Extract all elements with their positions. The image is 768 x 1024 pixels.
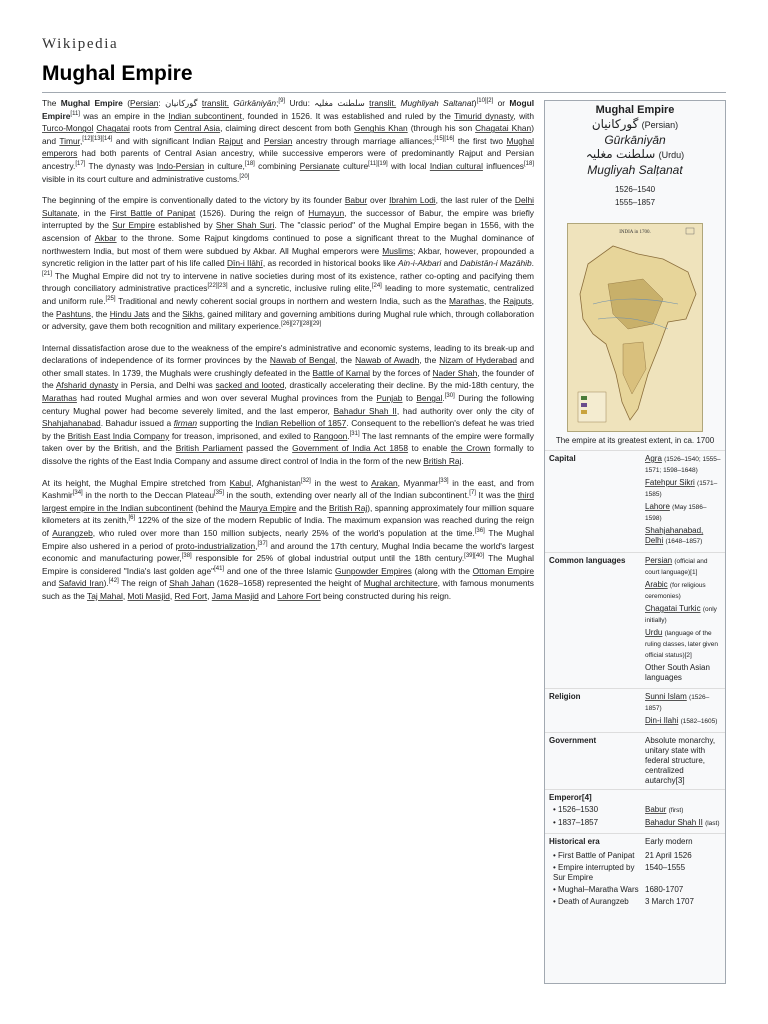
capital-note: (1526–1540; 1555–1571; 1598–1648) [645, 456, 721, 474]
event-item [545, 884, 725, 896]
emperor-period: • 1837–1857 [553, 818, 599, 827]
paragraph-1: The Mughal Empire (Persian: گورکانیان translit. Gūrkāniyān;[9] Urdu: سلطنت مغلیہ translit. Mughliyah Saltanat)[10][2] or Mogul Empire[11] was an empire in the Indian subcontinent, founded in 1526. It was established and ruled by the Timurid dynasty, with Turco-Mongol Chagatai roots from Central Asia, claiming direct descent from both Genghis Khan (through his son Chagatai Khan) and Timur,[12][13][14] and with significant Indian Rajput and Persian ancestry through marriage alliances;[15][16] the first two Mughal emperors had both parents of Central Asian ancestry, while successive emperors were of predominantly Rajput and Persian ancestry.[17] The dynasty was Indo-Persian in culture,[18] combining Persianate culture[11][19] with local Indian cultural influences[18] visible in its court culture and administrative customs.[20] [42, 98, 535, 184]
persian-script: گورکانیان [591, 117, 639, 131]
event-date: 1540–1555 [645, 863, 686, 872]
languages-row [545, 552, 725, 688]
era-row [545, 833, 725, 850]
religion-note: (1526–1857) [645, 694, 710, 712]
event-date: 1680-1707 [645, 885, 684, 894]
emperor-name[interactable]: Babur [645, 805, 667, 814]
language-item [645, 580, 723, 602]
capital-name[interactable]: Agra [645, 454, 662, 463]
capital-note: (1571–1585) [645, 480, 718, 498]
event-date: 3 March 1707 [645, 897, 694, 906]
native-name-persian [547, 117, 723, 133]
era-label[interactable]: Historical era [549, 837, 600, 846]
religion-name[interactable]: Din-i Ilahi [645, 716, 679, 725]
infobox-header [545, 101, 725, 211]
capital-item [645, 502, 723, 524]
language-name[interactable]: Urdu [645, 628, 663, 637]
capital-item [645, 454, 723, 476]
emperor-period: • 1526–1530 [553, 805, 599, 814]
emperor-row [545, 789, 725, 804]
event-item [545, 896, 725, 908]
language-note: (only initially) [645, 606, 717, 624]
event-name[interactable]: • Mughal–Maratha Wars [553, 885, 639, 894]
era-value[interactable]: Early modern [645, 837, 693, 846]
emperor-note: (last) [705, 820, 720, 827]
language-item [645, 663, 723, 683]
capital-item [645, 526, 723, 547]
capital-note: (1648–1857) [665, 538, 703, 545]
language-note: (official and court language)[1] [645, 558, 708, 576]
historical-map-image[interactable] [567, 223, 703, 432]
capital-note: (May 1586–1598) [645, 504, 707, 522]
emperor-name[interactable]: Bahadur Shah II [645, 818, 703, 827]
urdu-script: سلطنت مغلیہ [585, 147, 656, 161]
india-map-drawing [568, 224, 702, 431]
capital-name[interactable]: Shahjahanabad, Delhi [645, 526, 704, 545]
period-years [547, 183, 723, 209]
government-row [545, 732, 725, 789]
event-item [545, 850, 725, 862]
page-title: Mughal Empire [42, 62, 193, 85]
capital-item [645, 478, 723, 500]
religion-item [645, 692, 723, 714]
language-note: (for religious ceremonies) [645, 582, 706, 600]
emperor-note: (first) [668, 807, 684, 814]
title-divider [42, 92, 726, 93]
wikipedia-wordmark[interactable]: Wikipedia [42, 36, 119, 52]
language-item [645, 628, 723, 661]
paragraph-2: The beginning of the empire is conventionally dated to the victory by its founder Babur over Ibrahim Lodi, the last ruler of the Delhi Sultanate, in the First Battle of Panipat (1526). During the reign of Humayun, the successor of Babur, the empire was briefly interrupted by the Sur Empire established by Sher Shah Suri. The "classic period" of the Mughal Empire began in 1556, with the ascension of Akbar to the throne. Some Rajput kingdoms continued to pose a significant threat to the Mughal dominance of northwestern India, but most of them were subdued by Akbar. All Mughal emperors were Muslims; Akbar, however, propounded a syncretic religion in the latter part of his life called Dīn-i Ilāhī, as recorded in historical books like Ain-i-Akbari and Dabistān-i Mazāhib.[21] The Mughal Empire did not try to intervene in native societies during most of its existence, rather co-opting and pacifying them through conciliatory administrative practices[22][23] and a syncretic, inclusive ruling elite,[24] leading to more systematic, centralized and uniform rule.[25] Traditional and newly coherent social groups in northern and western India, such as the Marathas, the Rajputs, the Pashtuns, the Hindu Jats and the Sikhs, gained military and governing ambitions during Mughal rule which, through collaboration or adversity, gave them both recognition and military experience.[26][27][28][29] [42, 195, 535, 332]
religion-note: (1582–1605) [680, 718, 718, 725]
infobox-title: Mughal Empire [595, 104, 675, 116]
persian-latin: Gūrkāniyān [604, 133, 666, 147]
persian-note: (Persian) [641, 120, 679, 130]
government-value: Absolute monarchy, unitary state with federal structure, centralized autarchy[3] [645, 736, 716, 785]
map-caption: The empire at its greatest extent, in ca. 1700 [555, 436, 715, 445]
religion-name[interactable]: Sunni Islam [645, 692, 687, 701]
capital-name[interactable]: Lahore [645, 502, 670, 511]
event-date: 21 April 1526 [645, 851, 692, 860]
language-name[interactable]: Arabic [645, 580, 668, 589]
capital-values [645, 454, 723, 549]
urdu-latin: Mugliyah Salṭanat [587, 163, 683, 177]
language-name[interactable]: Persian [645, 556, 673, 565]
infobox [544, 100, 726, 984]
event-item [545, 862, 725, 884]
emperor-item [545, 804, 725, 817]
languages-values [645, 556, 723, 685]
event-name[interactable]: • First Battle of Panipat [553, 851, 635, 860]
year-range: 1555–1857 [614, 198, 656, 207]
language-note: (language of the ruling classes, later given official status)[2] [645, 630, 718, 659]
language-item [645, 604, 723, 626]
paragraph-3: Internal dissatisfaction arose due to the weakness of the empire's administrative and economic systems, leading to its break-up and declarations of independence of its former provinces by the Nawab of Bengal, the Nawab of Awadh, the Nizam of Hyderabad and other small states. In 1739, the Mughals were crushingly defeated in the Battle of Karnal by the forces of Nader Shah, the founder of the Afsharid dynasty in Persia, and Delhi was sacked and looted, drastically accelerating their decline. By the mid-18th century, the Marathas had routed Mughal armies and won over several Mughal provinces from the Punjab to Bengal.[30] During the following century Mughal power had become severely limited, and the last emperor, Bahadur Shah II, had authority over only the city of Shahjahanabad. Bahadur issued a firman supporting the Indian Rebellion of 1857. Consequent to the rebellion's defeat he was tried by the British East India Company for treason, imprisoned, and exiled to Rangoon.[31] The last remnants of the empire were formally taken over by the British, and the British Parliament passed the Government of India Act 1858 to enable the Crown formally to dissolve the rights of the East India Company and assume direct control of India in the form of the new British Raj. [42, 342, 535, 467]
capital-row [545, 450, 725, 552]
urdu-note: (Urdu) [658, 150, 685, 160]
language-name[interactable]: Chagatai Turkic [645, 604, 701, 613]
map-label: INDIA in 1700. [619, 230, 651, 235]
religion-values [645, 692, 723, 729]
year-range: 1526–1540 [614, 185, 656, 194]
religion-label: Religion [549, 692, 581, 701]
native-name-urdu [547, 147, 723, 163]
capital-name[interactable]: Fatehpur Sikri [645, 478, 695, 487]
event-name[interactable]: • Death of Aurangzeb [553, 897, 629, 906]
government-label: Government [549, 736, 597, 745]
religion-item [645, 716, 723, 727]
paragraph-4: At its height, the Mughal Empire stretched from Kabul, Afghanistan[32] in the west to Arakan, Myanmar[33] in the east, and from Kashmir[34] in the north to the Deccan Plateau[35] in the south, extending over nearly all of the Indian subcontinent.[7] It was the third largest empire in the Indian subcontinent (behind the Maurya Empire and the British Raj), spanning approximately four million square kilometers at its zenith,[6] 122% of the size of the modern Republic of India. The maximum expansion was reached during the reign of Aurangzeb, who ruled over more than 150 million subjects, nearly 25% of the world's population at the time.[36] The Mughal Empire also ushered in a period of proto-industrialization,[37] and around the 17th century, Mughal India became the world's largest economic and manufacturing power,[38] responsible for 25% of global industrial output until the 18th century.[39][40] The Mughal Empire is considered "India's last golden age"[41] and one of the three Islamic Gunpowder Empires (along with the Ottoman Empire and Safavid Iran).[42] The reign of Shah Jahan (1628–1658) represented the height of Mughal architecture, with famous monuments such as the Taj Mahal, Moti Masjid, Red Fort, Jama Masjid and Lahore Fort being constructed during his reign. [42, 477, 535, 601]
religion-row [545, 688, 725, 732]
emperor-label[interactable]: Emperor[4] [549, 793, 592, 802]
emperor-item [545, 817, 725, 833]
language-name: Other South Asian languages [645, 663, 710, 682]
article-body [42, 97, 534, 612]
capital-label: Capital [549, 454, 576, 463]
event-name[interactable]: • Empire interrupted by Sur Empire [553, 863, 635, 882]
language-item [645, 556, 723, 578]
languages-label: Common languages [549, 556, 626, 565]
